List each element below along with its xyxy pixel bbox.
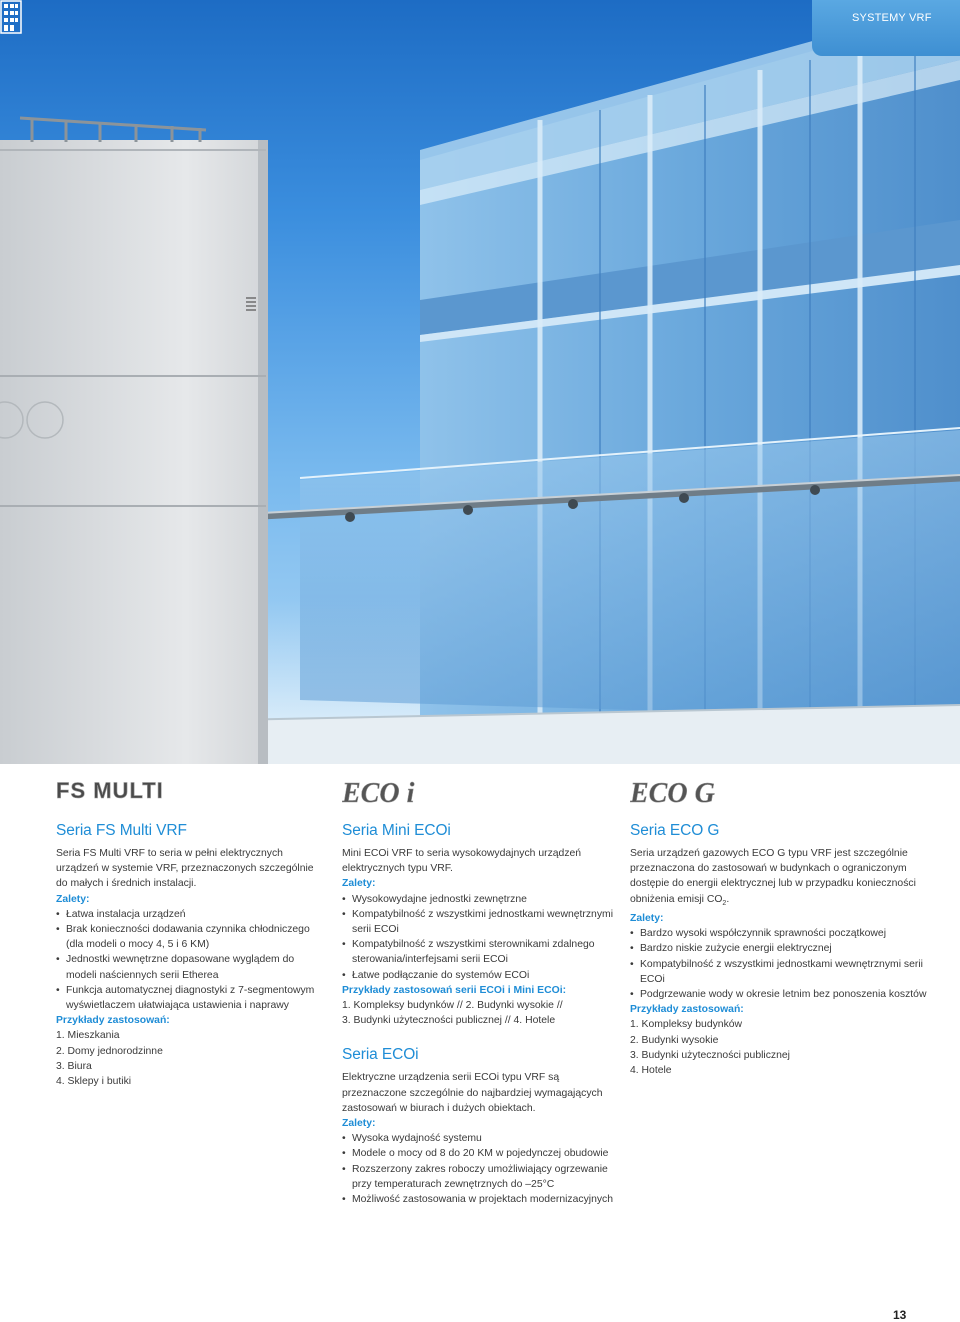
list-item: 3. Biura bbox=[56, 1060, 92, 1072]
eco-g-logo bbox=[630, 772, 930, 816]
fs-multi-advantages-list bbox=[56, 907, 316, 1013]
section-tab bbox=[812, 0, 960, 56]
mini-ecoi-advantages-list bbox=[342, 892, 617, 983]
list-item: • Funkcja automatycznej diagnostyki z 7-segmentowym wyświetlaczem ułatwiająca ustawienia i naprawy bbox=[56, 983, 316, 1013]
ecoi-advantages-list bbox=[342, 1131, 617, 1207]
ecoi-intro: Elektryczne urządzenia serii ECOi typu VRF są przeznaczone szczególnie do najbardziej wymagających zastosowań w biurach i dużych obiektach. bbox=[342, 1072, 603, 1114]
eco-g-column bbox=[630, 772, 930, 1078]
list-item: • Podgrzewanie wody w okresie letnim bez ponoszenia kosztów bbox=[630, 987, 930, 1002]
ecoi-logo-graphic bbox=[342, 776, 442, 810]
svg-text:ECO G: ECO G bbox=[630, 778, 715, 809]
eco-g-intro bbox=[630, 846, 930, 911]
list-item: 4. Sklepy i butiki bbox=[56, 1076, 132, 1088]
ecoi-advantages-label: Zalety: bbox=[342, 1118, 376, 1130]
fs-multi-examples-label: Przykłady zastosowań: bbox=[56, 1015, 170, 1027]
fs-multi-intro: Seria FS Multi VRF to seria w pełni elektrycznych urządzeń w systemie VRF, przeznaczonych szczególnie do małych i średnich instalacji. bbox=[56, 848, 314, 890]
eco-g-examples-list bbox=[630, 1017, 930, 1078]
eco-g-advantages-list bbox=[630, 926, 930, 1002]
fs-multi-examples-list bbox=[56, 1028, 316, 1089]
mini-ecoi-advantages-label: Zalety: bbox=[342, 878, 376, 890]
list-item: 2. Domy jednorodzinne bbox=[56, 1045, 163, 1057]
list-item: • Modele o mocy od 8 do 20 KM w pojedynczej obudowie bbox=[342, 1146, 617, 1161]
fs-multi-logo-graphic bbox=[56, 776, 196, 806]
fs-multi-advantages-label: Zalety: bbox=[56, 893, 90, 905]
list-item: 1. Kompleksy budynków // 2. Budynki wysokie // bbox=[342, 1000, 563, 1012]
mini-ecoi-intro: Mini ECOi VRF to seria wysokowydajnych urządzeń elektrycznych typu VRF. bbox=[342, 848, 582, 875]
list-item: • Brak konieczności dodawania czynnika chłodniczego (dla modeli o mocy 4, 5 i 6 KM) bbox=[56, 922, 316, 952]
list-item: • Bardzo wysoki współczynnik sprawności początkowej bbox=[630, 926, 930, 941]
list-item: • Jednostki wewnętrzne dopasowane wyglądem do modeli naściennych serii Etherea bbox=[56, 952, 316, 982]
eco-g-intro-subscript: 2 bbox=[722, 899, 727, 907]
list-item: • Kompatybilność z wszystkimi sterownikami zdalnego sterowania/interfejsami serii ECOi bbox=[342, 937, 617, 967]
mini-ecoi-title: Seria Mini ECOi bbox=[342, 822, 451, 839]
list-item: 1. Mieszkania bbox=[56, 1030, 120, 1042]
list-item: 2. Budynki wysokie bbox=[630, 1034, 719, 1046]
eco-g-intro-text: Seria urządzeń gazowych ECO G typu VRF jest szczególnie przeznaczona do zastosowań w budynkach o ograniczonym dostępie do energii elektrycznej lub w przypadku konieczności obniżenia emisji CO bbox=[630, 848, 916, 905]
list-item: • Bardzo niskie zużycie energii elektrycznej bbox=[630, 941, 930, 956]
eco-g-intro-end: . bbox=[726, 893, 730, 905]
eco-g-logo-graphic bbox=[630, 776, 730, 810]
fs-multi-column bbox=[56, 772, 316, 1089]
list-item: • Łatwa instalacja urządzeń bbox=[56, 907, 316, 922]
list-item: • Kompatybilność z wszystkimi jednostkami wewnętrznymi serii ECOi bbox=[630, 957, 930, 987]
list-item: 3. Budynki użyteczności publicznej // 4. Hotele bbox=[342, 1015, 556, 1027]
ecoi-logo bbox=[342, 772, 617, 816]
list-item: • Rozszerzony zakres roboczy umożliwiający ogrzewanie przy temperaturach zewnętrznych do –25°C bbox=[342, 1162, 617, 1192]
list-item: 4. Hotele bbox=[630, 1064, 672, 1076]
list-item: 1. Kompleksy budynków bbox=[630, 1019, 743, 1031]
list-item: • Możliwość zastosowania w projektach modernizacyjnych bbox=[342, 1192, 617, 1207]
list-item: • Łatwe podłączanie do systemów ECOi bbox=[342, 968, 617, 983]
eco-g-examples-label: Przykłady zastosowań: bbox=[630, 1004, 744, 1016]
ecoi-column bbox=[342, 772, 617, 1207]
mini-ecoi-examples-list bbox=[342, 998, 617, 1028]
svg-text:ECO i: ECO i bbox=[342, 778, 415, 809]
ecoi-title: Seria ECOi bbox=[342, 1046, 419, 1064]
list-item: • Kompatybilność z wszystkimi jednostkami wewnętrznymi serii ECOi bbox=[342, 907, 617, 937]
eco-g-advantages-label: Zalety: bbox=[630, 912, 664, 924]
eco-g-title: Seria ECO G bbox=[630, 822, 720, 839]
list-item: 3. Budynki użyteczności publicznej bbox=[630, 1049, 790, 1061]
mini-ecoi-examples-label: Przykłady zastosowań serii ECOi i Mini ECOi: bbox=[342, 984, 567, 996]
list-item: • Wysoka wydajność systemu bbox=[342, 1131, 617, 1146]
fs-multi-logo bbox=[56, 772, 316, 816]
section-label: SYSTEMY VRF bbox=[852, 12, 932, 24]
list-item: • Wysokowydajne jednostki zewnętrzne bbox=[342, 892, 617, 907]
page-number: 13 bbox=[893, 1308, 907, 1322]
building-icon bbox=[0, 0, 22, 34]
fs-multi-title: Seria FS Multi VRF bbox=[56, 822, 187, 839]
svg-text:FS MULTI: FS MULTI bbox=[56, 778, 164, 803]
